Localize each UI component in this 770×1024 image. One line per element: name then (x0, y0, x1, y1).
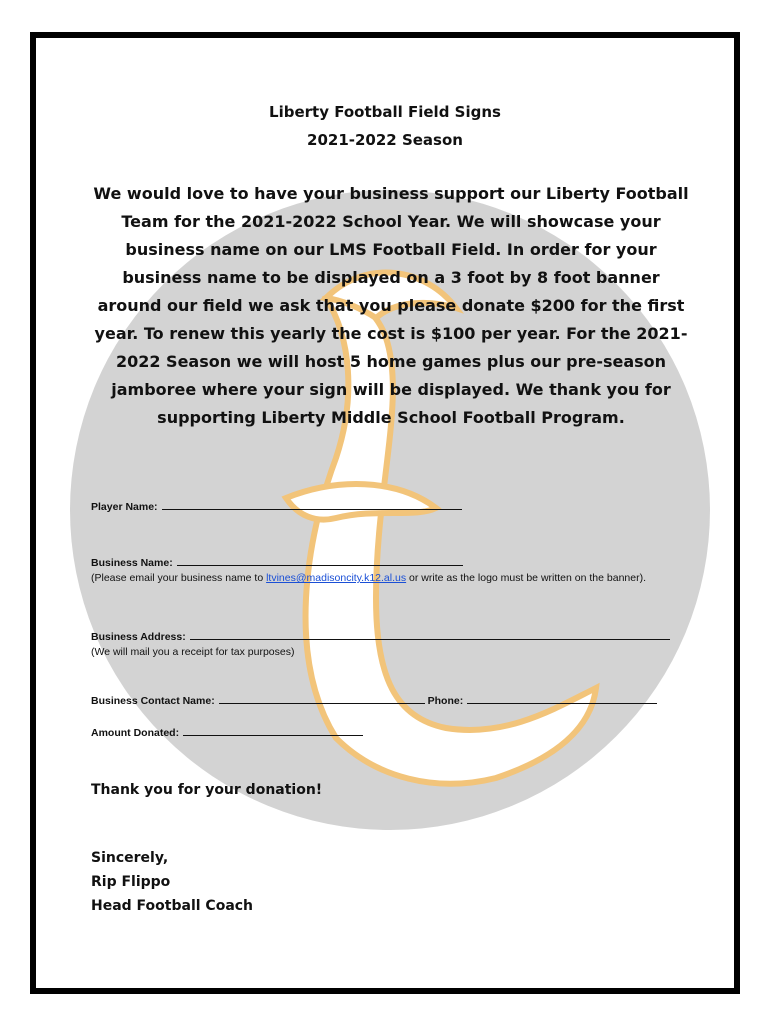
phone-label: Phone: (427, 695, 464, 707)
amount-donated-field (91, 724, 363, 740)
business-name-note: (Please email your business name to ltvines@madisoncity.k12.al.us or write as the logo must be written on the banner). (91, 572, 646, 584)
document-page (30, 32, 740, 994)
business-name-label: Business Name: (91, 557, 173, 569)
business-name-input-line[interactable] (177, 554, 463, 566)
intro-paragraph: We would love to have your business support our Liberty Football Team for the 2021-2022 School Year. We will showcase your business name on our LMS Football Field. In order for your business name to be displayed on a 3 foot by 8 foot banner around our field we ask that you please donate $200 for the first year. To renew this yearly the cost is $100 per year. For the 2021-2022 Season we will host 5 home games plus our pre-season jamboree where your sign will be displayed. We thank you for supporting Liberty Middle School Football Program. (93, 184, 689, 427)
business-name-field (91, 554, 463, 570)
amount-donated-label: Amount Donated: (91, 727, 180, 739)
amount-donated-input-line[interactable] (183, 724, 363, 736)
thank-you-text: Thank you for your donation! (91, 782, 323, 798)
closing-line: Sincerely, (91, 850, 169, 866)
letter-content (36, 38, 734, 988)
contact-name-label: Business Contact Name: (91, 695, 215, 707)
business-address-label: Business Address: (91, 631, 186, 643)
player-name-input-line[interactable] (162, 498, 462, 510)
phone-input-line[interactable] (467, 692, 657, 704)
signer-name: Rip Flippo (91, 874, 171, 890)
contact-phone-row (91, 692, 657, 708)
business-address-note: (We will mail you a receipt for tax purposes) (91, 646, 295, 658)
player-name-label: Player Name: (91, 501, 158, 513)
business-address-field (91, 628, 670, 644)
season-subtitle: 2021-2022 Season (307, 131, 463, 149)
business-address-input-line[interactable] (190, 628, 670, 640)
email-link[interactable]: ltvines@madisoncity.k12.al.us (266, 572, 407, 584)
contact-name-input-line[interactable] (219, 692, 425, 704)
player-name-field (91, 498, 462, 514)
signer-title: Head Football Coach (91, 898, 254, 914)
page-title: Liberty Football Field Signs (269, 103, 501, 121)
